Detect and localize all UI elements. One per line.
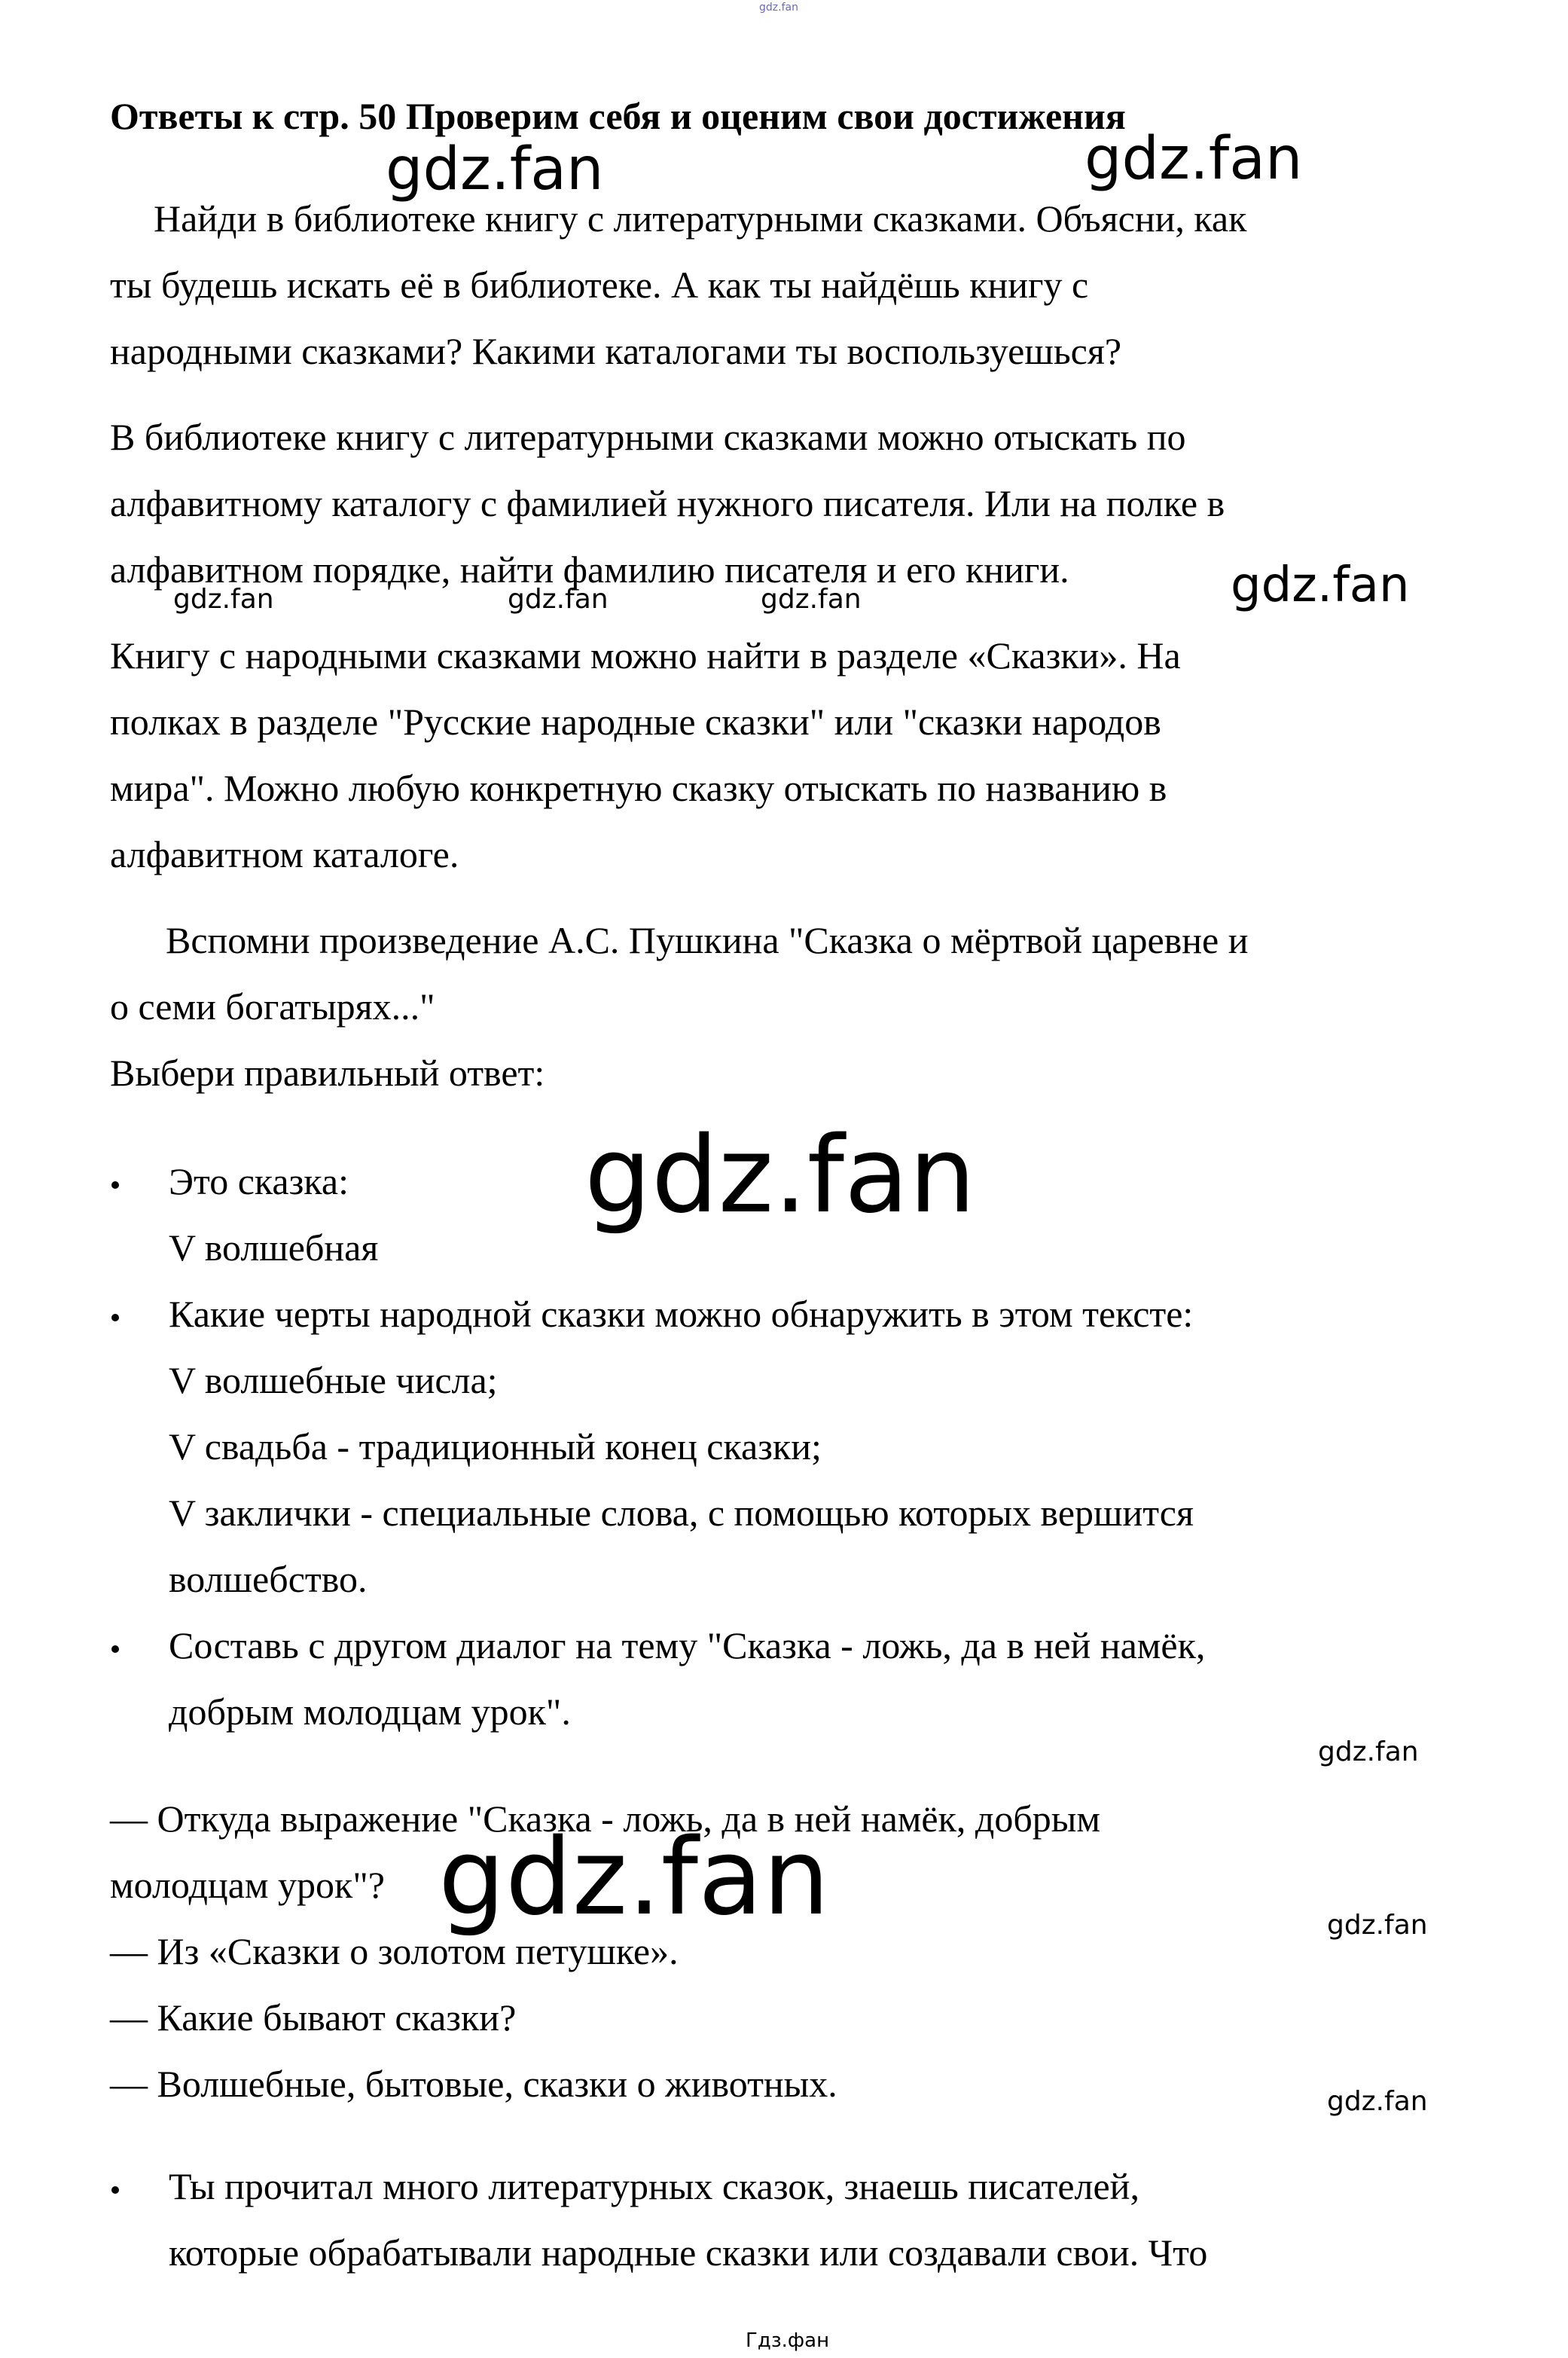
watermark: gdz.fan (386, 136, 604, 203)
dialog-line-1: — Откуда выражение "Сказка - ложь, да в ней намёк, добрым (110, 1798, 1101, 1840)
answer2-line-3: мира". Можно любую конкретную сказку отыскать по названию в (110, 767, 1167, 809)
question2-line-1: Вспомни произведение А.С. Пушкина "Сказка о мёртвой царевне и (166, 919, 1249, 961)
bullet-dot (111, 1181, 119, 1189)
watermark: gdz.fan (1327, 2086, 1428, 2117)
bullet2-line-1: Какие черты народной сказки можно обнаружить в этом тексте: (169, 1293, 1194, 1335)
bullet2-line-4: V заклички - специальные слова, с помощью которых вершится (169, 1492, 1194, 1534)
bullet1-line-1: Это сказка: (169, 1160, 349, 1202)
bullet-dot (111, 1314, 119, 1321)
bullet4-line-1: Ты прочитал много литературных сказок, знаешь писателей, (169, 2165, 1139, 2207)
watermark: gdz.fan (1327, 1910, 1428, 1941)
question1-line-1: Найди в библиотеке книгу с литературными сказками. Объясни, как (154, 197, 1247, 240)
question2-line-2: о семи богатырях..." (110, 985, 435, 1028)
bullet4-line-2: которые обрабатывали народные сказки или создавали свои. Что (169, 2231, 1208, 2274)
answer1-line-2: алфавитному каталогу с фамилией нужного писателя. Или на полке в (110, 482, 1225, 524)
bullet3-line-1: Составь с другом диалог на тему "Сказка - ложь, да в ней намёк, (169, 1624, 1206, 1666)
watermark: gdz.fan (1318, 1736, 1419, 1767)
bullet2-line-5: волшебство. (169, 1558, 368, 1600)
dialog-line-2: молодцам урок"? (110, 1864, 385, 1906)
answer2-line-1: Книгу с народными сказками можно найти в разделе «Сказки». На (110, 634, 1181, 677)
question1-line-2: ты будешь искать её в библиотеке. А как ты найдёшь книгу с (110, 264, 1089, 306)
dialog-line-3: — Из «Сказки о золотом петушке». (110, 1930, 679, 1972)
bullet-dot (111, 2186, 119, 2194)
watermark: gdz.fan (173, 584, 274, 615)
watermark: gdz.fan (1231, 557, 1410, 613)
watermark: gdz.fan (1084, 125, 1303, 193)
watermark: gdz.fan (508, 584, 609, 615)
watermark: gdz.fan (438, 1816, 830, 1939)
bullet3-line-2: добрым молодцам урок". (169, 1691, 571, 1733)
page-title: Ответы к стр. 50 Проверим себя и оценим свои достижения (110, 95, 1126, 137)
page-footer: Гдз.фан (746, 2329, 830, 2352)
bullet2-line-3: V свадьба - традиционный конец сказки; (169, 1425, 822, 1468)
bullet2-line-2: V волшебные числа; (169, 1359, 498, 1401)
watermark: gdz.fan (584, 1114, 976, 1237)
answer2-line-4: алфавитном каталоге. (110, 833, 459, 875)
answer1-line-1: В библиотеке книгу с литературными сказками можно отыскать по (110, 416, 1186, 458)
answer1-line-3: алфавитном порядке, найти фамилию писателя и его книги. (110, 548, 1069, 591)
dialog-line-5: — Волшебные, бытовые, сказки о животных. (110, 2063, 837, 2105)
bullet1-line-2: V волшебная (169, 1226, 379, 1269)
bullet-dot (111, 1645, 119, 1653)
question1-line-3: народными сказками? Какими каталогами ты воспользуешься? (110, 330, 1122, 372)
question2-line-3: Выбери правильный ответ: (110, 1052, 545, 1094)
answer2-line-2: полках в разделе "Русские народные сказки" или "сказки народов (110, 701, 1161, 743)
dialog-line-4: — Какие бывают сказки? (110, 1996, 517, 2039)
watermark: gdz.fan (761, 584, 862, 615)
top-watermark: gdz.fan (759, 2, 798, 14)
